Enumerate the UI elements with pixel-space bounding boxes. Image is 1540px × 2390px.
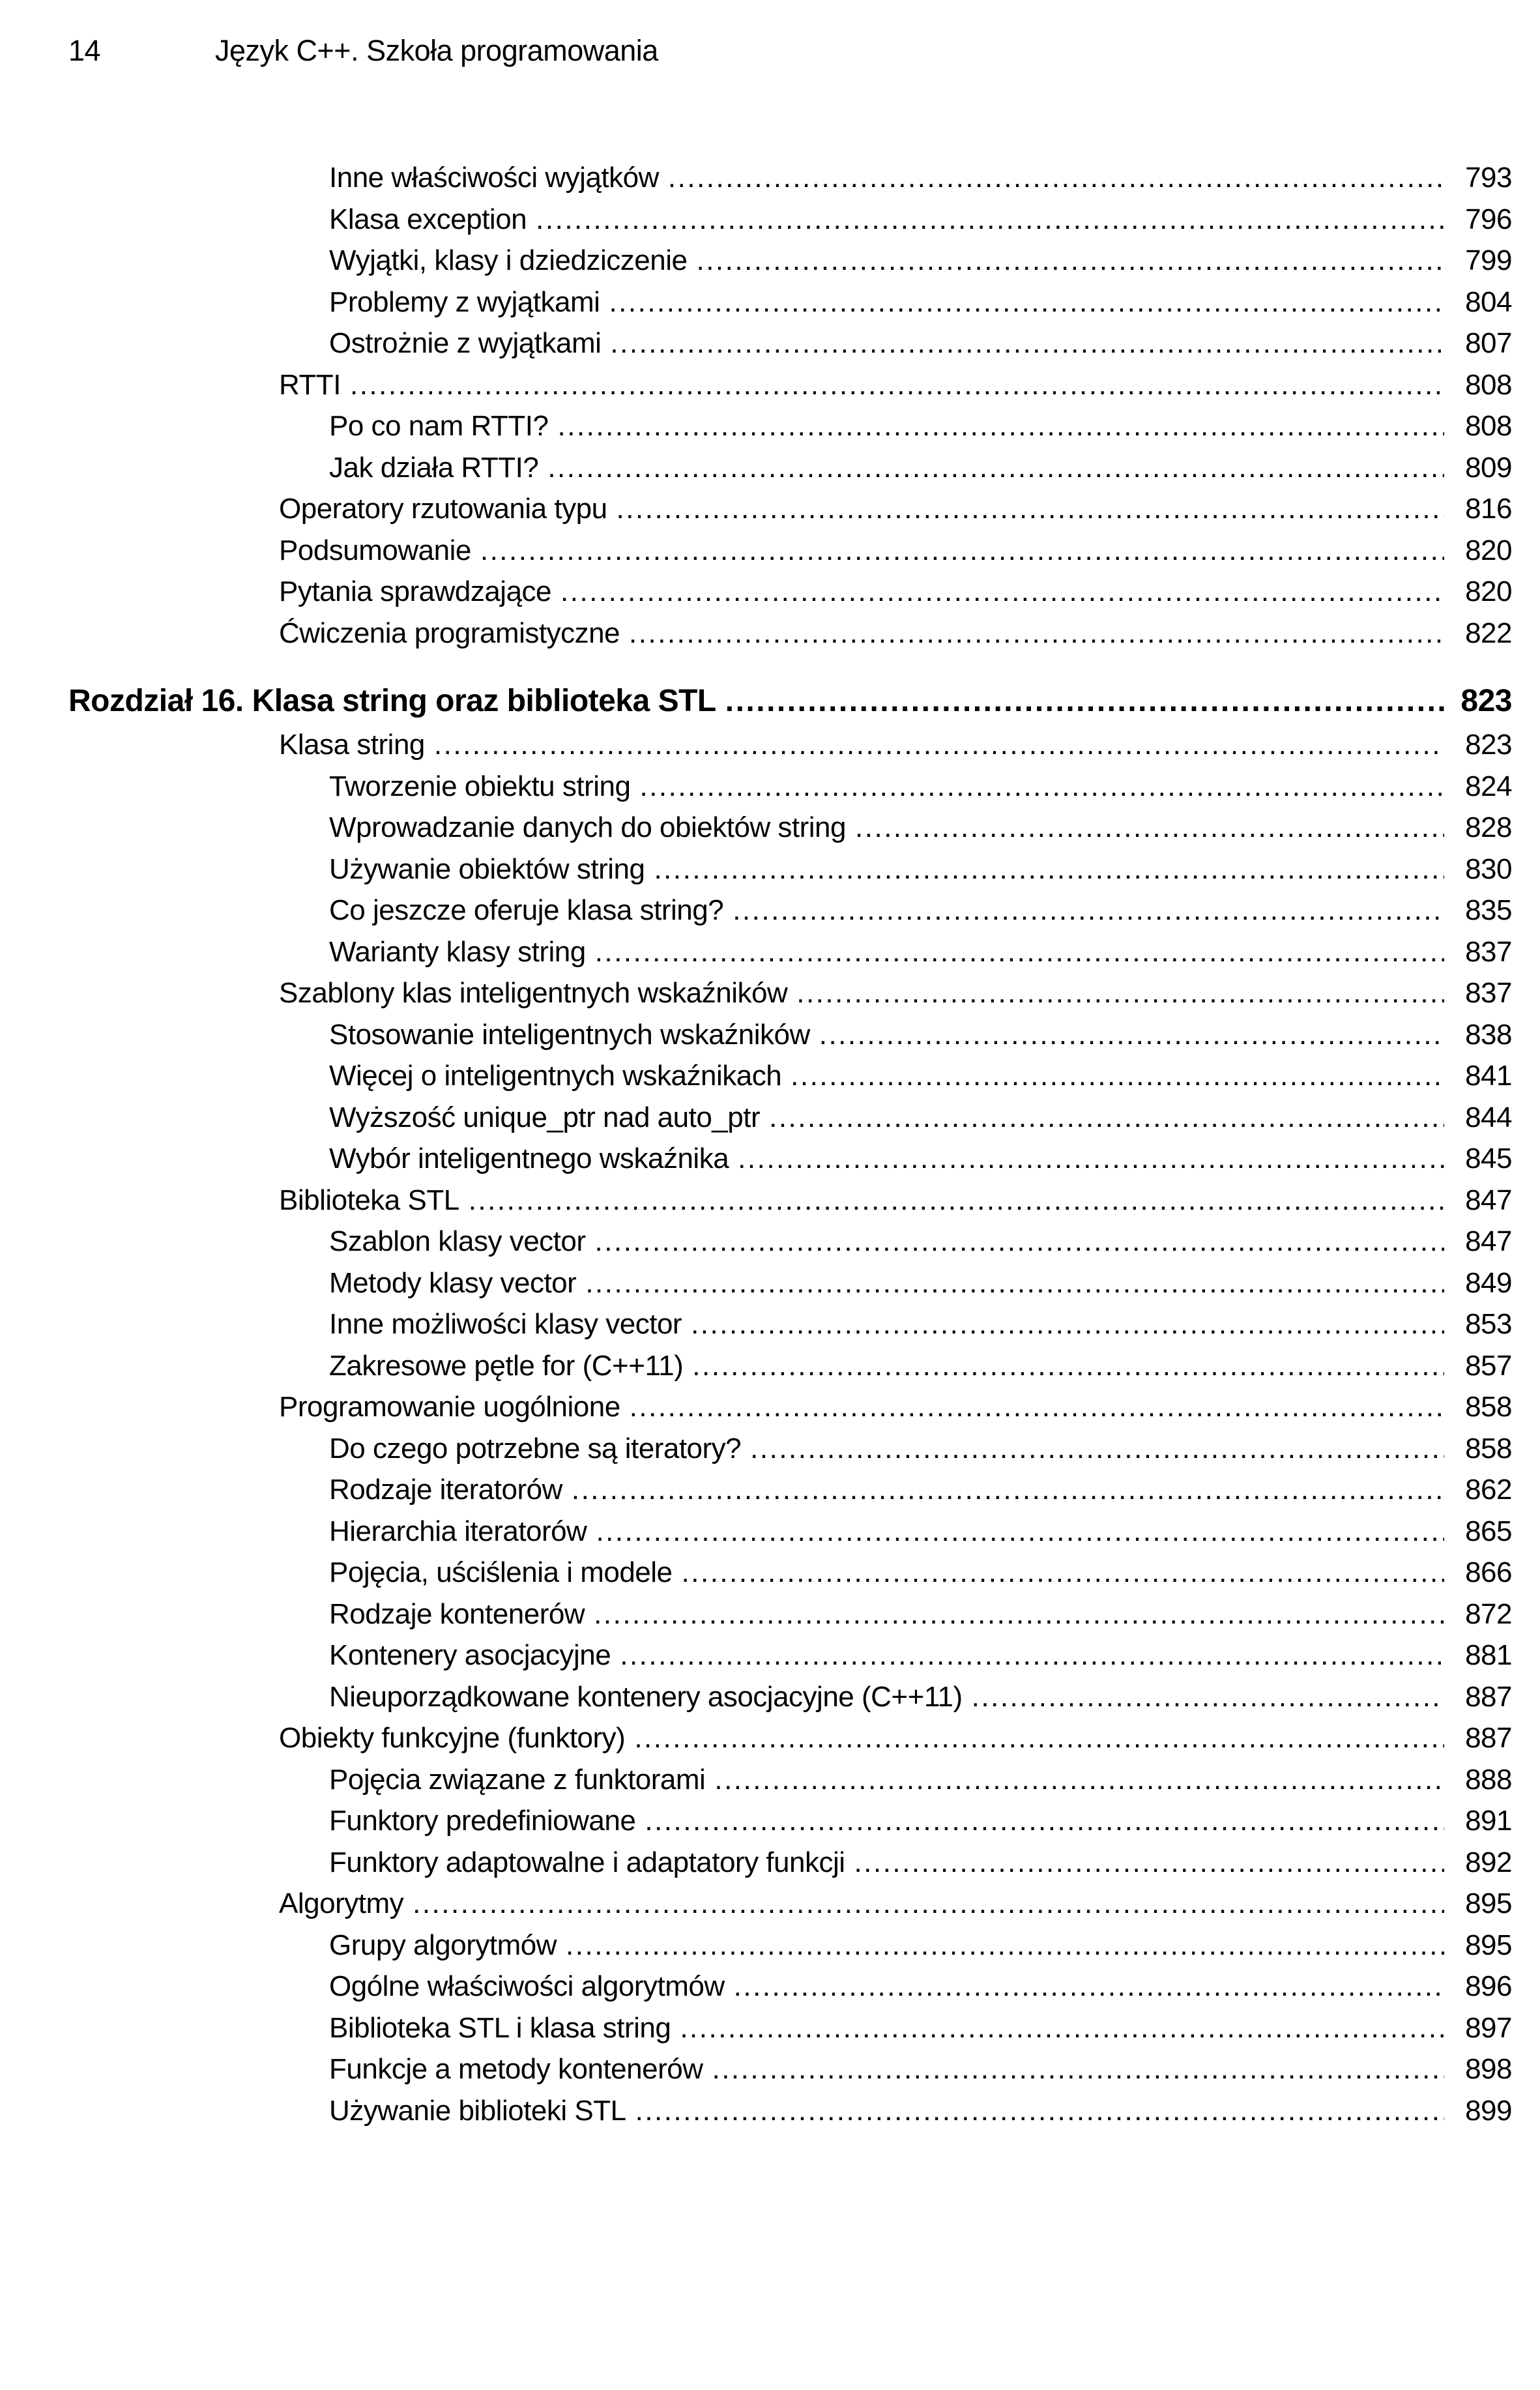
dot-leader [572,1474,1444,1506]
toc-entry-label: Problemy z wyjątkami [329,285,600,318]
toc-entry-page: 849 [1465,1266,1512,1299]
toc-entry-label: Pojęcia, uściślenia i modele [329,1556,673,1588]
toc-entry-page: 793 [1465,162,1512,194]
toc-entry [68,534,1512,576]
toc-entry-label: Pytania sprawdzające [279,576,552,607]
toc-entry [68,1515,1512,1557]
toc-entry [68,1929,1512,1971]
dot-leader [791,1060,1444,1092]
toc-entry-page: 847 [1465,1225,1512,1257]
toc-entry-label: Szablony klas inteligentnych wskaźników [279,977,788,1009]
toc-entry-page: 857 [1465,1349,1512,1382]
toc-entry [68,162,1512,203]
toc-entry-label: Warianty klasy string [329,935,586,968]
toc-entry-label: Rozdział 16. Klasa string oraz biblioteka STL [68,684,716,718]
toc-entry-page: 835 [1465,894,1512,926]
toc-entry-label: Nieuporządkowane kontenery asocjacyjne (C++11) [329,1680,963,1713]
toc-entry-label: Co jeszcze oferuje klasa string? [329,894,724,926]
toc-entry-page: 896 [1465,1970,1512,2002]
toc-entry-label: Kontenery asocjacyjne [329,1639,611,1671]
dot-leader [547,452,1444,484]
toc-entry-label: Algorytmy [279,1887,404,1919]
dot-leader [629,617,1444,650]
toc-entry [68,576,1512,617]
dot-leader [634,1722,1444,1755]
dot-leader [630,1391,1444,1423]
dot-leader [469,1184,1444,1217]
toc-entry [68,1101,1512,1143]
toc-entry-page: 881 [1465,1639,1512,1671]
toc-entry [68,1556,1512,1598]
toc-entry [68,1019,1512,1060]
toc-entry-page: 837 [1465,977,1512,1009]
toc-entry-page: 858 [1465,1391,1512,1423]
toc-entry-label: Operatory rzutowania typu [279,493,607,525]
toc-entry [68,1308,1512,1350]
dot-leader [691,1308,1444,1341]
dot-leader [654,853,1444,886]
dot-leader [617,493,1444,525]
toc-entry [68,1433,1512,1474]
toc-entry-label: Jak działa RTTI? [329,451,539,484]
toc-entry-label: Biblioteka STL i klasa string [329,2011,671,2044]
dot-leader [434,729,1444,761]
toc-entry-label: Funktory predefiniowane [329,1805,636,1837]
toc-entry-label: Pojęcia związane z funktorami [329,1763,706,1796]
toc-entry-page: 887 [1465,1722,1512,1754]
toc-entry-page: 866 [1465,1556,1512,1588]
toc-entry-label: Biblioteka STL [279,1184,459,1216]
toc-entry-page: 824 [1465,770,1512,802]
toc-entry [68,729,1512,770]
toc-entry-page: 820 [1465,534,1512,566]
toc-entry-page: 898 [1465,2053,1512,2085]
toc-entry-page: 796 [1465,203,1512,235]
toc-entry [68,1184,1512,1226]
toc-entry-label: Obiekty funkcyjne (funktory) [279,1722,626,1754]
dot-leader [854,1846,1444,1879]
dot-leader [350,369,1444,401]
toc-entry-page: 807 [1465,327,1512,359]
toc-entry-label: Więcej o inteligentnych wskaźnikach [329,1060,782,1092]
toc-entry-page: 862 [1465,1474,1512,1506]
toc-entry-page: 823 [1465,729,1512,761]
dot-leader [972,1681,1444,1713]
toc-entry-label: Po co nam RTTI? [329,410,549,442]
dot-leader [855,811,1444,844]
toc-entry-page: 837 [1465,935,1512,968]
toc-entry-page: 804 [1465,285,1512,318]
toc-entry [68,244,1512,286]
toc-entry-label: Wybór inteligentnego wskaźnika [329,1143,729,1174]
toc-entry-label: RTTI [279,368,341,401]
toc-entry [68,977,1512,1019]
toc-entry-label: Programowanie uogólnione [279,1391,620,1423]
toc-entry-label: Tworzenie obiektu string [329,770,631,802]
dot-leader [645,1805,1444,1837]
dot-leader [595,1225,1444,1258]
toc-entry-label: Stosowanie inteligentnych wskaźników [329,1018,810,1051]
toc-entry-label: Szablon klasy vector [329,1225,586,1257]
toc-entry-page: 845 [1465,1143,1512,1174]
table-of-contents [68,162,1512,2136]
toc-entry [68,369,1512,411]
toc-entry-page: 822 [1465,617,1512,649]
dot-leader [609,286,1444,319]
toc-entry-page: 897 [1465,2011,1512,2044]
toc-entry-label: Funkcje a metody kontenerów [329,2053,703,2085]
toc-entry-page: 841 [1465,1060,1512,1092]
toc-entry-label: Używanie biblioteki STL [329,2094,626,2127]
toc-entry-page: 830 [1465,853,1512,885]
toc-entry [68,1805,1512,1846]
toc-entry [68,1391,1512,1433]
toc-entry [68,936,1512,978]
toc-entry-page: 895 [1465,1929,1512,1961]
toc-entry-label: Używanie obiektów string [329,853,645,885]
dot-leader [585,1267,1444,1300]
toc-entry-page: 853 [1465,1308,1512,1340]
dot-leader [682,1556,1444,1589]
dot-leader [480,534,1444,567]
toc-entry-page: 844 [1465,1101,1512,1133]
dot-leader [696,244,1444,277]
toc-entry-page: 823 [1460,684,1512,718]
toc-entry [68,1225,1512,1267]
toc-entry-page: 872 [1465,1597,1512,1630]
toc-entry-label: Hierarchia iteratorów [329,1515,587,1547]
toc-entry-label: Metody klasy vector [329,1266,577,1299]
dot-leader [413,1887,1444,1920]
toc-entry-label: Podsumowanie [279,534,471,566]
dot-leader [738,1143,1444,1175]
dot-leader [596,1515,1444,1548]
dot-leader [635,2095,1444,2127]
toc-entry [68,1267,1512,1309]
toc-entry-page: 895 [1465,1887,1512,1919]
toc-entry-label: Rodzaje iteratorów [329,1474,562,1506]
toc-entry [68,853,1512,895]
toc-entry [68,410,1512,452]
toc-entry [68,770,1512,812]
dot-leader [734,1970,1444,2003]
toc-entry [68,894,1512,936]
toc-entry [68,1764,1512,1805]
dot-leader [733,894,1444,927]
toc-entry-label: Inne możliwości klasy vector [329,1308,682,1340]
dot-leader [692,1350,1444,1382]
toc-entry [68,1887,1512,1929]
toc-entry [68,1681,1512,1723]
toc-entry-page: 888 [1465,1763,1512,1796]
toc-entry-page: 828 [1465,811,1512,843]
toc-entry-page: 808 [1465,368,1512,401]
toc-entry-label: Wyższość unique_ptr nad auto_ptr [329,1101,761,1133]
toc-entry [68,1639,1512,1681]
toc-entry-page: 838 [1465,1018,1512,1051]
toc-entry-page: 816 [1465,493,1512,525]
dot-leader [558,410,1445,443]
toc-entry-label: Zakresowe pętle for (C++11) [329,1349,684,1382]
toc-entry-label: Wprowadzanie danych do obiektów string [329,811,847,843]
page-number: 14 [68,34,101,67]
toc-entry-page: 865 [1465,1515,1512,1547]
toc-entry [68,1060,1512,1101]
toc-entry-page: 808 [1465,410,1512,442]
toc-entry [68,2053,1512,2095]
toc-entry-page: 799 [1465,244,1512,276]
toc-entry [68,452,1512,493]
toc-entry-page: 820 [1465,576,1512,607]
dot-leader [595,936,1444,969]
toc-entry-label: Wyjątki, klasy i dziedziczenie [329,244,688,276]
dot-leader [796,977,1444,1010]
dot-leader [680,2012,1444,2045]
toc-entry [68,1474,1512,1515]
dot-leader [566,1929,1444,1962]
toc-entry-label: Klasa exception [329,203,527,235]
toc-entry [68,617,1512,659]
toc-entry-page: 891 [1465,1805,1512,1837]
dot-leader [712,2053,1444,2086]
toc-entry-label: Klasa string [279,729,425,761]
toc-entry-label: Inne właściwości wyjątków [329,162,659,194]
running-head [68,34,1472,68]
dot-leader [639,770,1444,803]
toc-entry-page: 899 [1465,2094,1512,2127]
toc-entry-label: Funktory adaptowalne i adaptatory funkcji [329,1846,845,1878]
dot-leader [769,1101,1444,1134]
toc-entry [68,1350,1512,1392]
toc-entry-page: 858 [1465,1432,1512,1465]
dot-leader [725,683,1444,719]
dot-leader [819,1019,1444,1051]
toc-entry-page: 892 [1465,1846,1512,1878]
toc-entry-label: Do czego potrzebne są iteratory? [329,1432,742,1465]
toc-entry-label: Ostrożnie z wyjątkami [329,327,602,359]
dot-leader [750,1433,1444,1465]
toc-entry-label: Grupy algorytmów [329,1929,557,1961]
toc-entry [68,493,1512,534]
dot-leader [610,327,1444,360]
toc-entry [68,683,1512,726]
toc-entry-page: 887 [1465,1680,1512,1713]
toc-entry-label: Rodzaje kontenerów [329,1597,585,1630]
toc-entry [68,1143,1512,1184]
running-title: Język C++. Szkoła programowania [215,34,658,67]
toc-entry [68,1598,1512,1640]
toc-entry-page: 809 [1465,451,1512,484]
dot-leader [536,203,1444,236]
toc-entry-label: Ćwiczenia programistyczne [279,617,620,649]
toc-entry [68,327,1512,369]
dot-leader [560,576,1444,608]
toc-entry-page: 847 [1465,1184,1512,1216]
dot-leader [668,162,1444,194]
dot-leader [620,1639,1444,1672]
toc-entry [68,1722,1512,1764]
toc-entry [68,811,1512,853]
toc-entry [68,2095,1512,2136]
toc-entry [68,203,1512,245]
toc-entry [68,1970,1512,2012]
toc-entry [68,286,1512,328]
dot-leader [714,1764,1444,1796]
toc-entry [68,2012,1512,2054]
toc-entry [68,1846,1512,1888]
dot-leader [594,1598,1444,1631]
toc-entry-label: Ogólne właściwości algorytmów [329,1970,725,2002]
